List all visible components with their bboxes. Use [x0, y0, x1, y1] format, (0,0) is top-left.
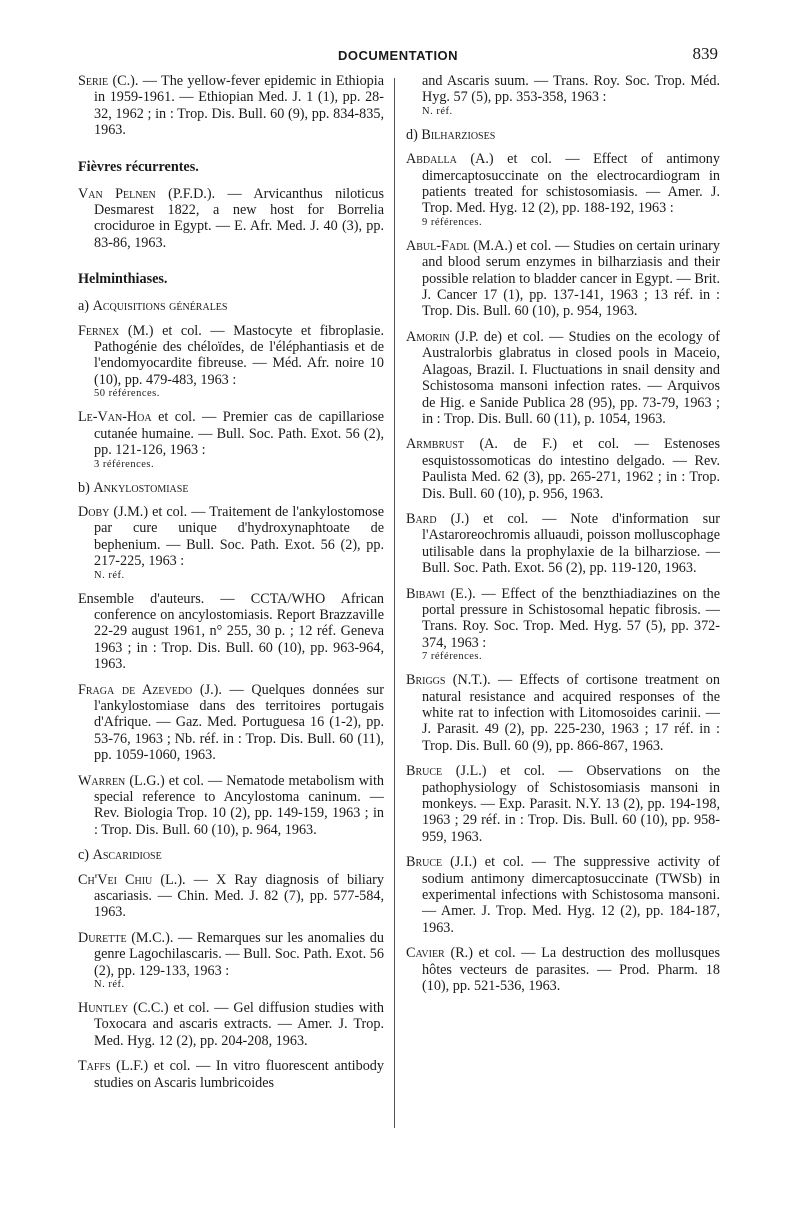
column-divider [394, 78, 395, 1128]
entry-note: 9 références. [422, 216, 483, 228]
entry-author: Cavier [406, 945, 445, 962]
entry-author: Doby [78, 503, 110, 520]
subsection-label: Bilharzioses [421, 126, 496, 143]
subsection-heading [78, 847, 384, 863]
entry-author: Bruce [406, 763, 443, 780]
entry-author: Le-Van-Hoa [78, 409, 152, 426]
bib-entry [406, 672, 720, 754]
entry-text: (M.C.). — Remarques sur les anomalies du genre Lagochilascaris. — Bull. Soc. Path. Exot. 56 (2), pp. 129-133, 1963 : [94, 929, 384, 979]
entry-author: Serie [78, 73, 109, 89]
entry-note: 3 références. [94, 458, 155, 470]
bib-entry [78, 591, 384, 673]
bib-entry [406, 329, 720, 427]
entry-note: 7 références. [422, 651, 483, 663]
entry-text: (L.). — X Ray diagnosis of biliary ascariasis. — Chin. Med. J. 82 (7), pp. 577-584, 1963. [94, 871, 384, 921]
bib-entry [406, 763, 720, 845]
bib-entry [406, 238, 720, 320]
subsection-heading [78, 298, 384, 314]
entry-text: (A. de F.) et col. — Estenoses esquistossomoticas do intestino delgado. — Rev. Paulista Med. 62 (3), pp. 265-271, 1962 ; in : Trop. Dis. Bull. 60 (10), p. 956, 1963. [422, 436, 720, 502]
entry-author: Fraga de Azevedo [78, 681, 193, 698]
entry-text: (P.F.D.). — Arvicanthus niloticus Desmarest 1822, a new host for Borrelia crociduroe in Egypt. — E. Afr. Med. J. 40 (3), pp. 83-86, 1963. [94, 185, 384, 251]
entry-author: Van Pelnen [78, 185, 156, 202]
entry-author: Warren [78, 772, 126, 789]
entry-author: Abul-Fadl [406, 237, 470, 254]
entry-text: (L.F.) et col. — In vitro fluorescent antibody studies on Ascaris lumbricoides [94, 1058, 384, 1091]
entry-author: Ch'Vei Chiu [78, 871, 153, 888]
bib-entry [406, 854, 720, 936]
entry-text: Ensemble d'auteurs. — CCTA/WHO African conference on ancylostomiasis. Report Brazzaville 22-29 august 1961, n° 255, 30 p. ; 12 réf. Geneva 1963 ; in : Trop. Dis. Bull. 60 (10), pp. 963-964, 1963. [78, 590, 384, 673]
bib-entry [78, 872, 384, 921]
bib-entry [78, 1058, 384, 1091]
entry-text: (L.G.) et col. — Nematode metabolism with special reference to Ancylostoma caninum. — Rev. Biologia Trop. 10 (2), pp. 149-159, 1963 ; in : Trop. Dis. Bull. 60 (10), p. 964, 1963. [94, 772, 384, 838]
section-heading: Fièvres récurrentes. [78, 158, 199, 175]
entry-note: N. réf. [422, 105, 453, 117]
subsection-label: Ascaridiose [92, 847, 162, 864]
entry-author: Bard [406, 510, 437, 527]
subsection-prefix: c) [78, 847, 93, 864]
entry-text: (R.) et col. — La destruction des mollusques hôtes vecteurs de parasites. — Prod. Pharm. 18 (10), pp. 521-536, 1963. [422, 945, 720, 995]
entry-text: (E.). — Effect of the benzthiadiazines on the portal pressure in Schistosomal hepatic fibrosis. — Trans. Roy. Soc. Trop. Med. Hyg. 57 (5), pp. 372-374, 1963 : [422, 585, 720, 651]
entry-author: Durette [78, 929, 127, 946]
entry-text: (J.). — Quelques données sur l'ankylostomiase dans des territoires portugais d'Afrique. — Gaz. Med. Portuguesa 16 (1-2), pp. 53-76, 1963 ; Nb. réf. in : Trop. Dis. Bull. 60 (11), pp. 1059-1060, 1963. [94, 681, 384, 764]
entry-author: Taffs [78, 1058, 111, 1075]
entry-author: Amorin [406, 328, 450, 345]
entry-text: (J.) et col. — Note d'information sur l'Astaroreochromis alluaudi, poisson molluscophage utilisable dans la prophylaxie de la bilharziose. — Bull. Soc. Path. Exot. 56 (2), pp. 119-120, 1963. [422, 510, 720, 577]
entry-text: (J.P. de) et col. — Studies on the ecology of Australorbis glabratus in closed pools in Maceio, Alagoas, Brazil. I. Fluctuations in snail density and Schistosoma mansoni infection rates. — Arquivos de Hig. e Sanide Publica 28 (95), pp. 73-79, 1963 ; in : Trop. Dis. Bull. 60 (11), p. 1054, 1963. [422, 328, 720, 427]
subsection-label: Acquisitions générales [92, 298, 228, 315]
entry-text: (J.L.) et col. — Observations on the pathophysiology of Schistosomiasis mansoni in monkeys. — Exp. Parasit. N.Y. 13 (2), pp. 194-198, 1963 ; 29 réf. in : Trop. Dis. Bull. 60 (10), pp. 958-959, 1963. [422, 763, 720, 845]
page-header [78, 44, 718, 68]
bib-entry [78, 1000, 384, 1049]
bib-entry [78, 186, 384, 252]
entry-text: et col. — Premier cas de capillariose cutanée humaine. — Bull. Soc. Path. Exot. 56 (2), pp. 121-126, 1963 : [94, 409, 384, 459]
entry-author: Bibawi [406, 585, 445, 602]
bib-entry [78, 930, 384, 991]
entry-text: (M.A.) et col. — Studies on certain urinary and blood serum enzymes in bilharziasis and their possible relation to bladder cancer in Egypt. — Brit. J. Cancer 17 (1), pp. 137-141, 1963 ; 13 réf. in : Trop. Dis. Bull. 60 (10), p. 954, 1963. [422, 237, 720, 320]
left-column [78, 73, 384, 1100]
bib-entry [406, 945, 720, 994]
bib-entry [78, 409, 384, 470]
bib-entry [78, 682, 384, 764]
entry-author: Fernex [78, 322, 120, 339]
section-heading: Helminthiases. [78, 271, 168, 288]
entry-author: Briggs [406, 672, 446, 689]
subsection-prefix: d) [406, 126, 422, 143]
bib-entry [78, 504, 384, 582]
entry-text: (J.I.) et col. — The suppressive activity of sodium antimony dimercaptosuccinate (TWSb) in experimental infections with Schistosoma mansoni. — Amer. J. Trop. Med. Hyg. 12 (2), pp. 184-187, 1963. [422, 854, 720, 936]
right-column [406, 73, 720, 1004]
entry-author: Armbrust [406, 436, 465, 453]
bib-entry [406, 436, 720, 502]
entry-note: N. réf. [94, 569, 125, 581]
subsection-heading [78, 480, 384, 496]
entry-text: (C.C.) et col. — Gel diffusion studies with Toxocara and ascaris extracts. — Amer. J. Trop. Med. Hyg. 12 (2), pp. 204-208, 1963. [94, 1000, 384, 1049]
bib-entry-continuation [406, 73, 720, 118]
bib-entry [406, 586, 720, 664]
running-title: DOCUMENTATION [337, 48, 459, 63]
bib-entry [406, 511, 720, 577]
bib-entry [78, 73, 384, 139]
entry-author: Abdalla [406, 151, 457, 168]
entry-author: Bruce [406, 854, 443, 871]
bib-entry [406, 151, 720, 229]
bib-entry [78, 773, 384, 839]
entry-text: (M.) et col. — Mastocyte et fibroplasie. Pathogénie des chéloïdes, de l'éléphantiasis et de l'endomyocardite fibreuse. — Méd. Afr. noire 10 (10), pp. 479-483, 1963 : [94, 322, 384, 388]
subsection-prefix: b) [78, 479, 94, 496]
subsection-label: Ankylostomiase [93, 479, 189, 496]
subsection-heading [406, 127, 720, 143]
entry-text: (J.M.) et col. — Traitement de l'ankylostomose par cure unique d'hydroxynaphtoate de bephenium. — Bull. Soc. Path. Exot. 56 (2), pp. 217-225, 1963 : [94, 503, 384, 570]
entry-author: Huntley [78, 1000, 129, 1017]
entry-note: 50 références. [94, 388, 160, 400]
entry-text: (C.). — The yellow-fever epidemic in Ethiopia in 1959-1961. — Ethiopian Med. J. 1 (1), pp. 28-32, 1962 ; in : Trop. Dis. Bull. 60 (9), pp. 834-835, 1963. [94, 73, 384, 139]
page-number: 839 [692, 44, 718, 63]
entry-text: (N.T.). — Effects of cortisone treatment on natural resistance and acquired responses of the white rat to infection with Litomosoides carinii. — J. Parasit. 49 (2), pp. 225-230, 1963 ; 17 réf. in : Trop. Dis. Bull. 60 (9), pp. 866-867, 1963. [422, 672, 720, 754]
bib-entry [78, 323, 384, 401]
entry-text: (A.) et col. — Effect of antimony dimercaptosuccinate on the electrocardiogram in patients treated for schistosomiasis. — Amer. J. Trop. Med. Hyg. 12 (2), pp. 188-192, 1963 : [422, 151, 720, 217]
entry-note: N. réf. [94, 979, 125, 991]
entry-text: and Ascaris suum. — Trans. Roy. Soc. Trop. Méd. Hyg. 57 (5), pp. 353-358, 1963 : [422, 73, 720, 106]
subsection-prefix: a) [78, 298, 93, 315]
